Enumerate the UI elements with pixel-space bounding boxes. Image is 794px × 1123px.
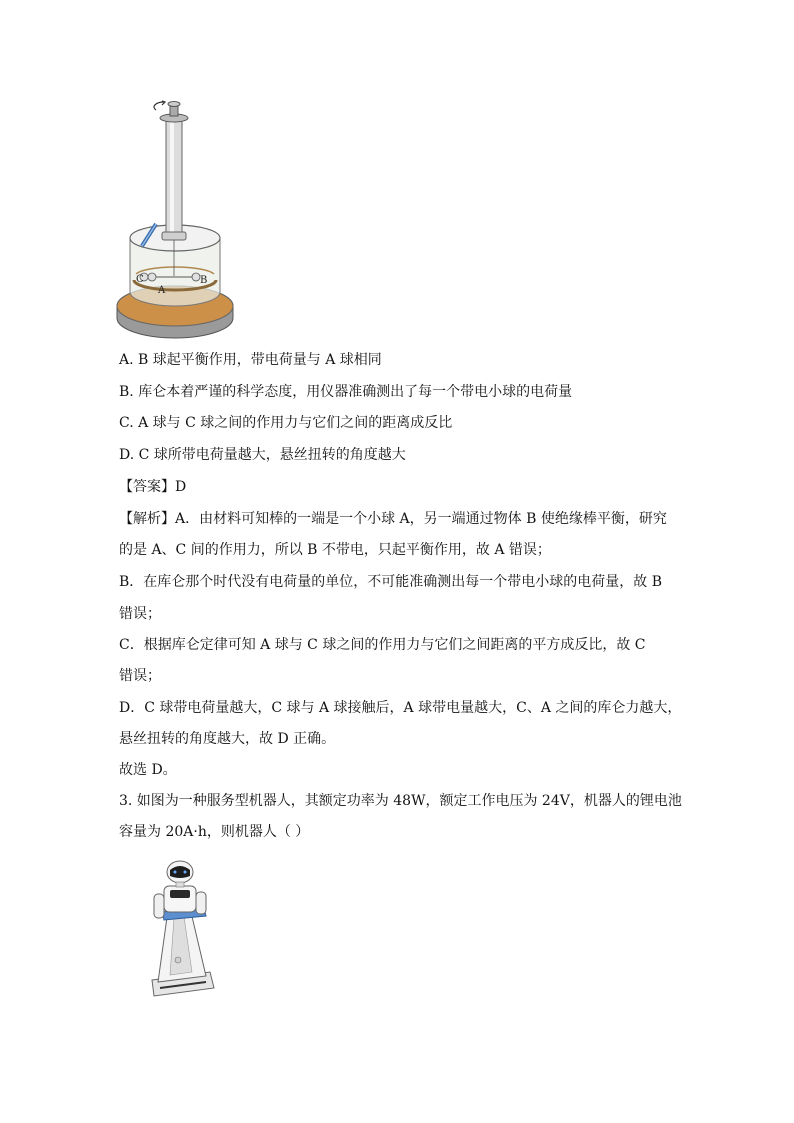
analysis-line-5: C．根据库仑定律可知 A 球与 C 球之间的作用力与它们之间距离的平方成反比，故 C [119,637,646,653]
option-a: A. B 球起平衡作用，带电荷量与 A 球相同 [119,352,382,368]
label-c: C [136,274,144,285]
analysis-line-3: B．在库仑那个时代没有电荷量的单位，不可能准确测出每一个带电小球的电荷量，故 B [119,574,663,590]
analysis-line-4: 错误； [119,606,161,622]
conclusion-line: 故选 D。 [119,762,177,778]
service-robot-figure [140,860,220,1000]
label-b: B [200,275,208,286]
option-b: B. 库仑本着严谨的科学态度，用仪器准确测出了每一个带电小球的电荷量 [119,384,573,400]
question-3-line-1: 3. 如图为一种服务型机器人，其额定功率为 48W，额定工作电压为 24V，机器人的锂电池 [119,793,682,809]
question-3-line-2: 容量为 20A·h，则机器人（ ） [119,824,310,840]
answer-line: 【答案】D [119,479,187,495]
analysis-line-2: 的是 A、C 间的作用力，所以 B 不带电，只起平衡作用，故 A 错误； [119,542,551,558]
option-d: D. C 球所带电荷量越大，悬丝扭转的角度越大 [119,447,406,463]
label-a: A [158,285,166,296]
torsion-balance-figure [112,96,242,342]
analysis-line-1: 【解析】A．由材料可知棒的一端是一个小球 A，另一端通过物体 B 使绝缘棒平衡，研究 [119,511,667,527]
analysis-line-7: D．C 球带电荷量越大，C 球与 A 球接触后，A 球带电量越大，C、A 之间的库仑力越大， [119,700,682,716]
analysis-line-8: 悬丝扭转的角度越大，故 D 正确。 [119,731,336,747]
analysis-line-6: 错误； [119,668,161,684]
option-c: C. A 球与 C 球之间的作用力与它们之间的距离成反比 [119,415,453,431]
